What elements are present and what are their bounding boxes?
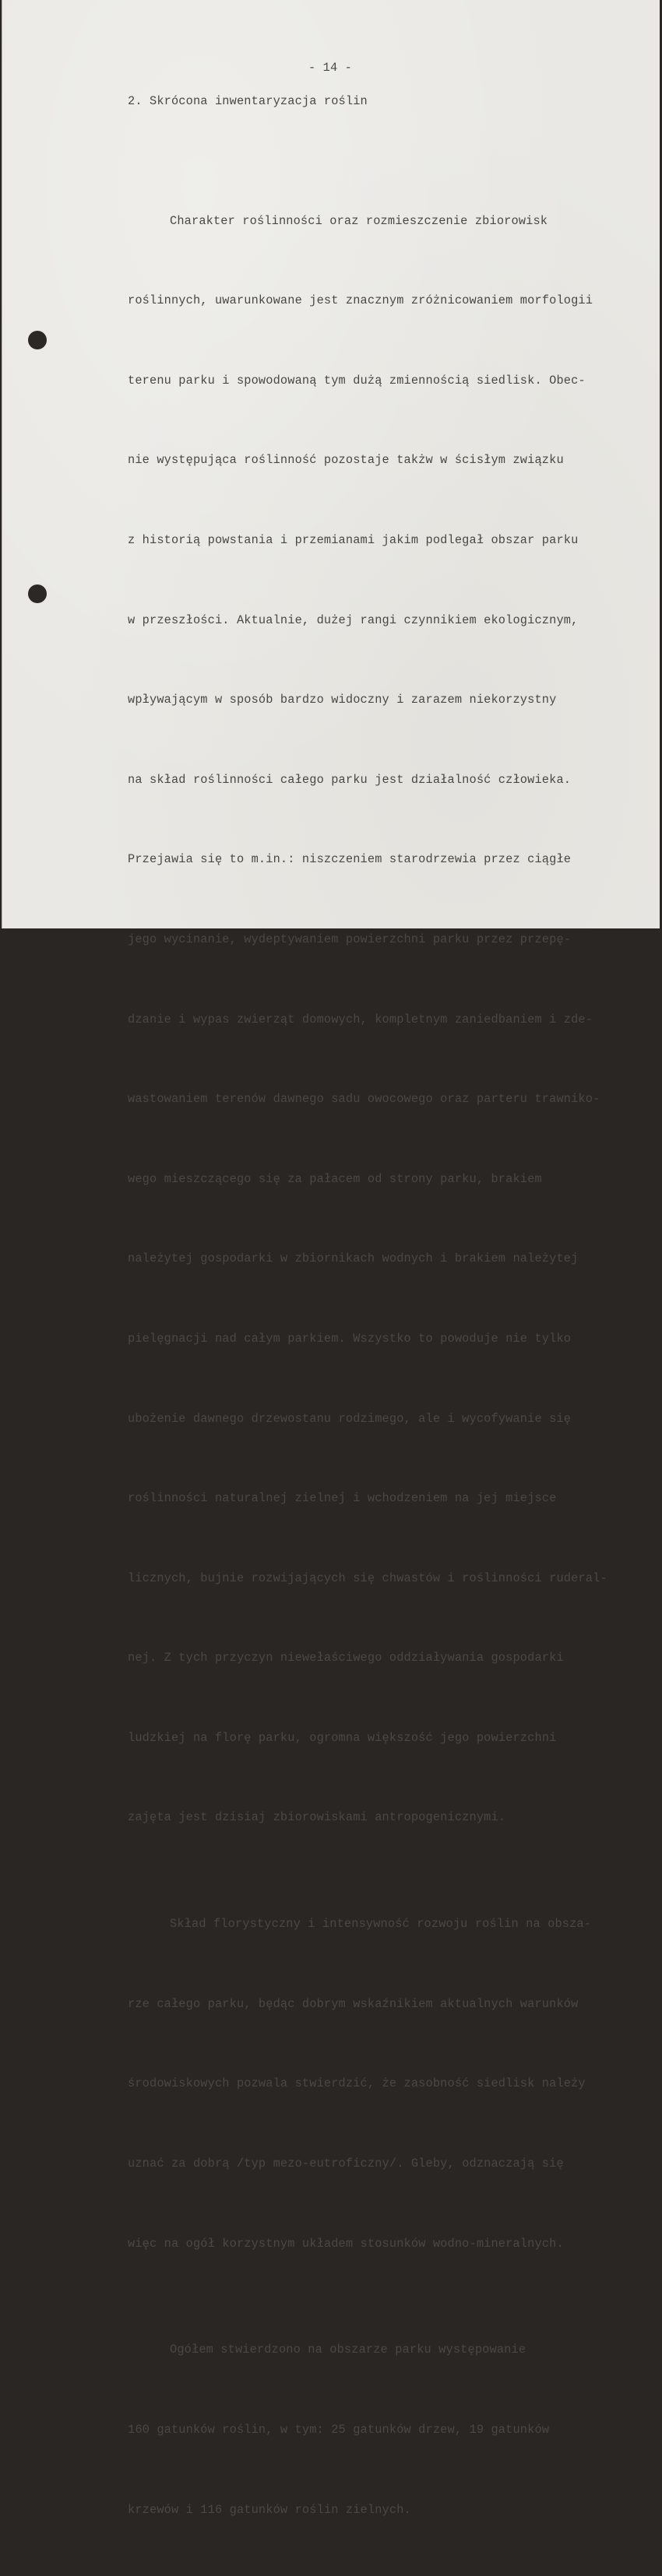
punch-hole-top bbox=[28, 331, 47, 349]
text-line: pielęgnacji nad całym parkiem. Wszystko to powoduje nie tylko bbox=[128, 1331, 572, 1346]
text-line: więc na ogół korzystnym układem stosunków wodno-mineralnych. bbox=[128, 2236, 564, 2251]
text-line: Przejawia się to m.in.: niszczeniem starodrzewia przez ciągłe bbox=[128, 852, 572, 867]
document-page bbox=[2, 0, 660, 2517]
text-line: rze całego parku, będąc dobrym wskaźnikiem aktualnych warunków bbox=[128, 1996, 579, 2011]
text-line: ubożenie dawnego drzewostanu rodzimego, ale i wycofywanie się bbox=[128, 1411, 572, 1426]
text-line: roślinności naturalnej zielnej i wchodzeniem na jej miejsce bbox=[128, 1491, 557, 1506]
text-line: licznych, bujnie rozwijających się chwastów i roślinności ruderal- bbox=[128, 1571, 607, 1585]
text-line: Skład florystyczny i intensywność rozwoju roślin na obsza- bbox=[170, 1917, 592, 1932]
page-number: - 14 - bbox=[308, 61, 352, 75]
text-line: dzanie i wypas zwierząt domowych, kompletnym zaniedbaniem i zde- bbox=[128, 1012, 593, 1027]
text-line: Charakter roślinności oraz rozmieszczenie zbiorowisk bbox=[170, 213, 548, 228]
text-line: ludzkiej na florę parku, ogromna większość jego powierzchni bbox=[128, 1730, 557, 1745]
text-line: terenu parku i spowodowaną tym dużą zmiennością siedlisk. Obec- bbox=[128, 373, 586, 388]
body-text bbox=[128, 128, 607, 2576]
text-line: wpływającym w sposób bardzo widoczny i zarazem niekorzystny bbox=[128, 693, 557, 707]
text-line: z historią powstania i przemianami jakim podlegał obszar parku bbox=[128, 532, 579, 547]
text-line: wego mieszczącego się za pałacem od strony parku, brakiem bbox=[128, 1171, 542, 1186]
section-heading: 2. Skrócona inwentaryzacja roślin bbox=[128, 94, 368, 108]
text-line: uznać za dobrą /typ mezo-eutroficzny/. Gleby, odznaczają się bbox=[128, 2157, 564, 2171]
text-line: 160 gatunków roślin, w tym: 25 gatunków drzew, 19 gatunków bbox=[128, 2423, 550, 2437]
text-line: nej. Z tych przyczyn niewełaściwego oddziaływania gospodarki bbox=[128, 1651, 564, 1665]
text-line: na skład roślinności całego parku jest działalność człowieka. bbox=[128, 772, 572, 787]
text-line: jego wycinanie, wydeptywaniem powierzchni parku przez przepę- bbox=[128, 932, 572, 946]
text-line: krzewów i 116 gatunków roślin zielnych. bbox=[128, 2502, 411, 2517]
text-line: w przeszłości. Aktualnie, dużej rangi czynnikiem ekologicznym, bbox=[128, 612, 579, 627]
text-line: Ogółem stwierdzono na obszarze parku występowanie bbox=[170, 2343, 526, 2357]
text-line: wastowaniem terenów dawnego sadu owocowego oraz parteru trawniko- bbox=[128, 1092, 600, 1107]
punch-hole-bottom bbox=[28, 584, 47, 603]
text-line: zajęta jest dzisiaj zbiorowiskami antropogenicznymi. bbox=[128, 1810, 506, 1825]
text-line: środowiskowych pozwala stwierdzić, że zasobność siedlisk należy bbox=[128, 2076, 586, 2091]
text-line: nie występująca roślinność pozostaje takżw w ścisłym związku bbox=[128, 453, 564, 468]
text-line: roślinnych, uwarunkowane jest znacznym zróżnicowaniem morfologii bbox=[128, 293, 593, 308]
text-line: należytej gospodarki w zbiornikach wodnych i brakiem należytej bbox=[128, 1251, 579, 1266]
